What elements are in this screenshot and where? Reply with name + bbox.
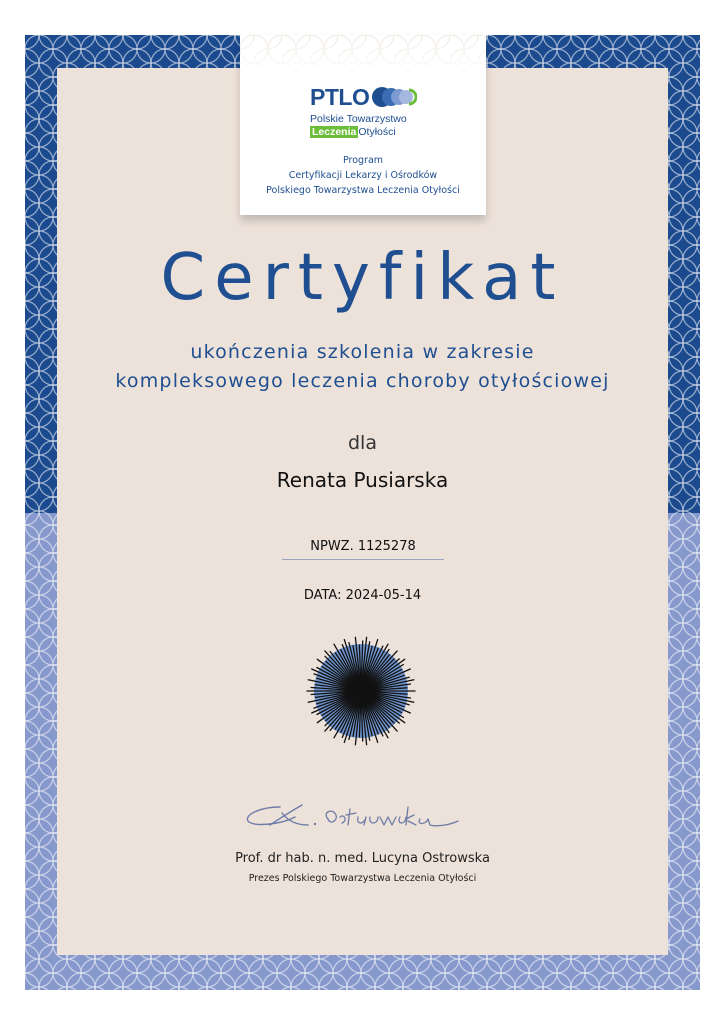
certificate-subtitle <box>0 338 725 396</box>
certificate-date: DATA: 2024-05-14 <box>303 588 422 603</box>
signer-role: Prezes Polskiego Towarzystwa Leczenia Otyłości <box>248 873 477 884</box>
logo-acronym: PTLO <box>310 84 370 110</box>
program-line1: Program <box>342 155 384 166</box>
signature-image <box>240 795 470 840</box>
subtitle-line1: ukończenia szkolenia w zakresie <box>190 341 535 363</box>
certificate-title: Certyfikat <box>160 241 565 315</box>
starburst-seal-icon <box>305 633 421 749</box>
logo-circles-icon <box>371 86 417 108</box>
program-description <box>240 153 486 198</box>
signer-name: Prof. dr hab. n. med. Lucyna Ostrowska <box>235 851 490 866</box>
program-line3: Polskiego Towarzystwa Leczenia Otyłości <box>266 185 460 196</box>
card-pattern <box>240 35 486 75</box>
logo-card <box>240 35 486 215</box>
npwz-number: NPWZ. 1125278 <box>282 539 444 560</box>
logo-org-line2 <box>310 126 396 138</box>
subtitle-line2: kompleksowego leczenia choroby otyłościowej <box>115 370 610 392</box>
logo-org-highlight: Leczenia <box>312 126 357 138</box>
logo-org-rest: Otyłości <box>358 126 396 138</box>
recipient-name: Renata Pusiarska <box>276 468 449 492</box>
program-line2: Certyfikacji Lekarzy i Ośrodków <box>288 170 438 181</box>
for-label: dla <box>348 432 377 454</box>
logo-org-line1: Polskie Towarzystwo <box>310 113 407 125</box>
